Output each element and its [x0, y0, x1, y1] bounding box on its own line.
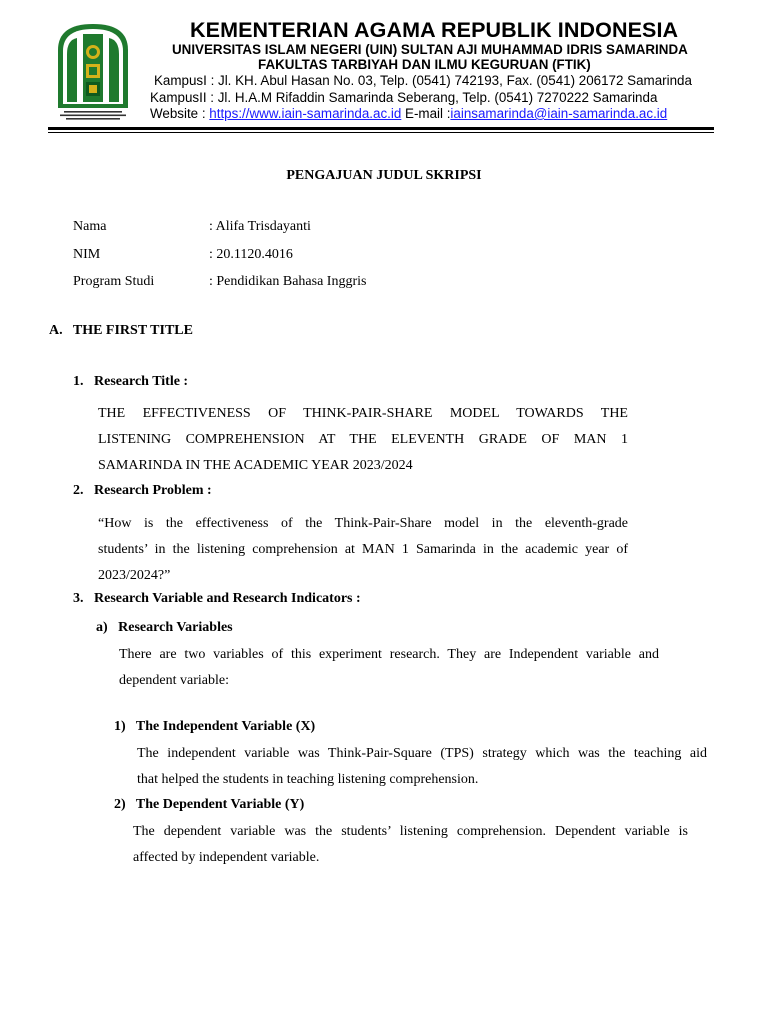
campus-1-address: KampusI : Jl. KH. Abul Hasan No. 03, Telp. (0541) 742193, Fax. (0541) 206172 Samarinda — [154, 73, 692, 88]
research-variables-line: There are two variables of this experiment research. They are Independent variable and — [119, 647, 659, 662]
research-problem-text — [98, 511, 628, 589]
independent-variable-text — [137, 741, 707, 793]
research-title-text — [98, 401, 628, 479]
research-problem-line: 2023/2024?” — [98, 568, 171, 583]
letterhead-rule-thin — [48, 132, 714, 133]
research-variables-line: dependent variable: — [119, 673, 230, 688]
identity-value-name: : Alifa Trisdayanti — [209, 219, 311, 234]
research-variables-text — [119, 642, 659, 694]
research-title-line: THE EFFECTIVENESS OF THINK-PAIR-SHARE MODEL TOWARDS THE — [98, 406, 628, 421]
university-name: UNIVERSITAS ISLAM NEGERI (UIN) SULTAN AJI MUHAMMAD IDRIS SAMARINDA — [172, 42, 688, 57]
research-title-line: SAMARINDA IN THE ACADEMIC YEAR 2023/2024 — [98, 458, 413, 473]
identity-value-nim: : 20.1120.4016 — [209, 247, 293, 262]
campus-2-address: KampusII : Jl. H.A.M Rifaddin Samarinda Seberang, Telp. (0541) 7270222 Samarinda — [150, 90, 658, 105]
email-link[interactable]: iainsamarinda@iain-samarinda.ac.id — [450, 106, 668, 121]
website-label: Website : — [150, 106, 210, 121]
dependent-variable-line: affected by independent variable. — [133, 850, 320, 865]
section-a-heading: A. THE FIRST TITLE — [49, 323, 193, 338]
university-logo-icon — [50, 20, 136, 124]
email-label: E-mail : — [401, 106, 451, 121]
independent-variable-line: that helped the students in teaching listening comprehension. — [137, 772, 479, 787]
dependent-variable-heading: 2) The Dependent Variable (Y) — [114, 797, 305, 812]
identity-label-name: Nama — [73, 219, 107, 234]
research-problem-heading: 2. Research Problem : — [73, 483, 212, 498]
research-variable-heading: 3. Research Variable and Research Indicators : — [73, 591, 361, 606]
contact-line — [150, 106, 667, 121]
identity-label-program: Program Studi — [73, 274, 155, 289]
independent-variable-line: The independent variable was Think-Pair-Square (TPS) strategy which was the teaching aid — [137, 746, 707, 761]
research-title-line: LISTENING COMPREHENSION AT THE ELEVENTH GRADE OF MAN 1 — [98, 432, 628, 447]
website-link[interactable]: https://www.iain-samarinda.ac.id — [209, 106, 402, 121]
letterhead-rule-thick — [48, 127, 714, 130]
research-problem-line: “How is the effectiveness of the Think-Pair-Share model in the eleventh-grade — [98, 516, 628, 531]
research-variables-subheading: a) Research Variables — [96, 620, 233, 635]
ministry-name: KEMENTERIAN AGAMA REPUBLIK INDONESIA — [190, 18, 679, 42]
dependent-variable-line: The dependent variable was the students’ listening comprehension. Dependent variable is — [133, 824, 688, 839]
identity-value-program: : Pendidikan Bahasa Inggris — [209, 274, 367, 289]
faculty-name: FAKULTAS TARBIYAH DAN ILMU KEGURUAN (FTIK) — [258, 57, 591, 72]
dependent-variable-text — [133, 819, 688, 871]
identity-label-nim: NIM — [73, 247, 101, 262]
document-title: PENGAJUAN JUDUL SKRIPSI — [286, 168, 482, 183]
independent-variable-heading: 1) The Independent Variable (X) — [114, 719, 316, 734]
research-title-heading: 1. Research Title : — [73, 374, 189, 389]
research-problem-line: students’ in the listening comprehension at MAN 1 Samarinda in the academic year of — [98, 542, 628, 557]
